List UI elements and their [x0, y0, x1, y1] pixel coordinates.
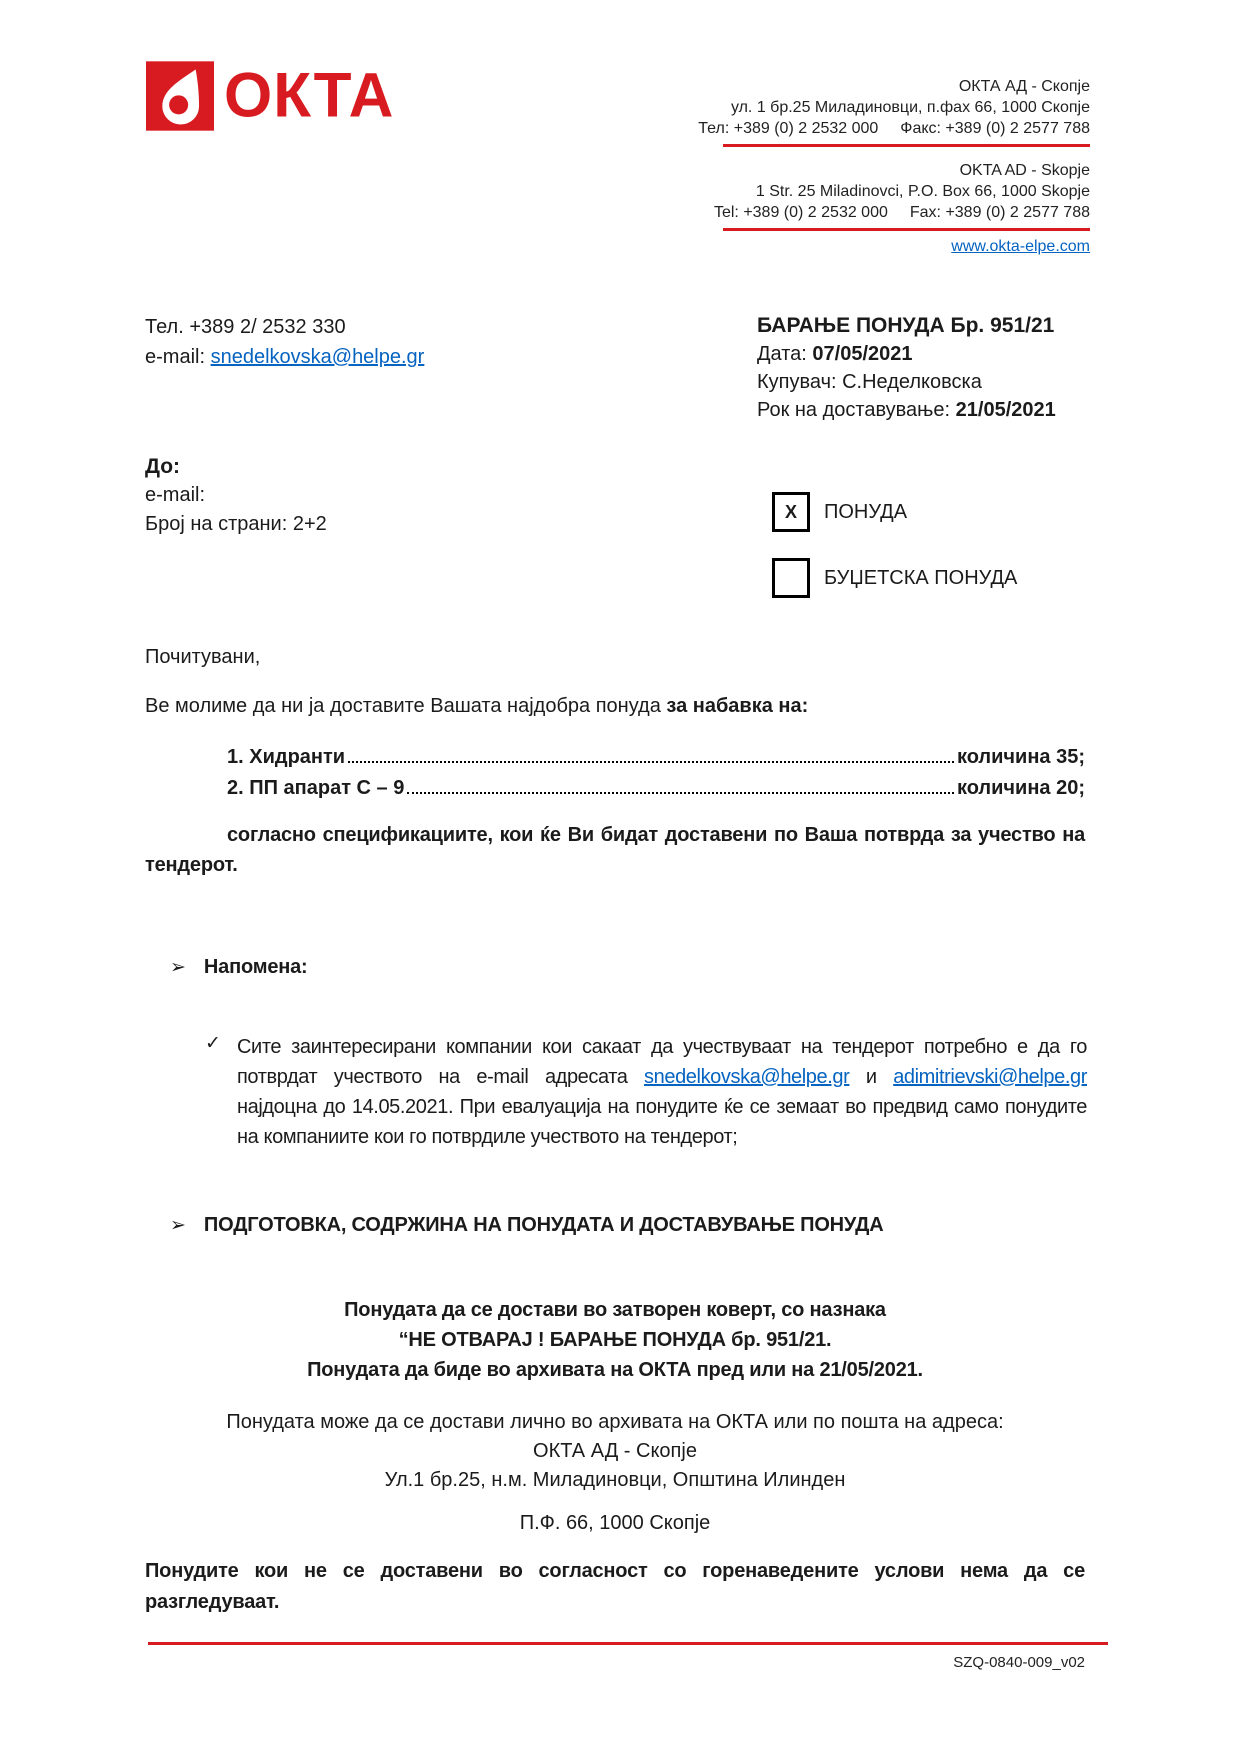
company-phones-mk: [630, 118, 1090, 139]
fax-en: Fax: +389 (0) 2 2577 788: [909, 204, 1090, 221]
request-date-row: [757, 340, 1056, 368]
offer-checkbox-mark: X: [784, 501, 797, 522]
note-text: Сите заинтересирани компании кои сакаат да учествуваат на тендерот потребно е да го потврдат учеството на e-mail адресата: [237, 1036, 1087, 1088]
note-heading-row: [170, 956, 308, 979]
recipient-block: [145, 452, 327, 539]
sender-contact: [145, 312, 424, 372]
tel-mk: Тел: +389 (0) 2 2532 000: [698, 120, 879, 137]
note-heading: Напомена:: [203, 956, 308, 978]
budget-offer-checkbox-row: [772, 558, 1017, 598]
delivery-address: [145, 1408, 1085, 1495]
note-email-link-2[interactable]: adimitrievski@helpe.gr: [893, 1066, 1087, 1088]
header-address-mk: [630, 76, 1090, 147]
delivery-line: Ул.1 бр.25, н.м. Миладиновци, Општина Илинден: [384, 1469, 846, 1491]
request-info: [757, 312, 1056, 424]
footer-divider: [148, 1642, 1108, 1645]
company-phones-en: [630, 202, 1090, 223]
pages-count: Број на страни: 2+2: [145, 513, 327, 535]
list-item: [227, 742, 1085, 773]
arrow-bullet-icon: ➢: [170, 957, 186, 978]
budget-offer-checkbox[interactable]: [772, 558, 810, 598]
note-email-link-1[interactable]: snedelkovska@helpe.gr: [644, 1066, 850, 1088]
item-name: 1. Хидранти: [227, 746, 346, 768]
tel-en: Tel: +389 (0) 2 2532 000: [713, 204, 888, 221]
note-text: и: [849, 1066, 894, 1088]
website-row: [790, 238, 1090, 256]
request-deadline-row: [757, 396, 1056, 424]
footer-document-code: SZQ-0840-009_v02: [953, 1654, 1085, 1671]
preparation-heading: ПОДГОТОВКА, СОДРЖИНА НА ПОНУДАТА И ДОСТАВУВАЊЕ ПОНУДА: [203, 1214, 884, 1236]
deadline-label: Рок на доставување:: [757, 399, 956, 421]
header-address-en: [630, 160, 1090, 231]
salutation: Почитувани,: [145, 646, 261, 668]
delivery-line: Понудата може да се достави лично во архивата на ОКТА или по пошта на адреса:: [226, 1411, 1004, 1433]
sender-email-row: [145, 342, 424, 372]
offer-checkbox-row: [772, 492, 907, 532]
company-name-en: OKTA AD - Skopje: [959, 162, 1090, 179]
envelope-line: Понудата да се достави во затворен коверт, со назнака: [344, 1299, 886, 1321]
budget-offer-checkbox-label: БУЏЕТСКА ПОНУДА: [824, 566, 1018, 589]
offer-checkbox-label: ПОНУДА: [824, 500, 908, 523]
delivery-line: ОКТА АД - Скопје: [533, 1440, 697, 1462]
note-text: најдоцна до 14.05.2021. При евалуација на понудите ќе се земаат во предвид само понудите на компаниите кои го потврдиле учеството на тендерот;: [237, 1096, 1087, 1148]
item-quantity: количина 35;: [956, 746, 1085, 768]
envelope-line: “НЕ ОТВАРАЈ ! БАРАЊЕ ПОНУДА бр. 951/21.: [398, 1329, 832, 1351]
item-name: 2. ПП апарат С – 9: [227, 777, 405, 799]
warning-paragraph: Понудите кои не се доставени во согласност со горенаведените услови нема да се разгледуваат.: [145, 1560, 1085, 1613]
to-label: До:: [145, 455, 181, 478]
okta-logo-text: ОКТА: [224, 60, 395, 131]
date-label: Дата:: [757, 343, 813, 365]
company-address-mk: ул. 1 бр.25 Миладиновци, п.фах 66, 1000 Скопје: [730, 99, 1090, 116]
envelope-instructions: [145, 1295, 1085, 1385]
item-quantity: количина 20;: [956, 777, 1085, 799]
request-title: БАРАЊЕ ПОНУДА Бр. 951/21: [757, 314, 1055, 337]
to-email-label: e-mail:: [145, 484, 206, 506]
specification-paragraph: согласно спецификациите, кои ќе Ви бидат доставени по Ваша потврда за учество на тендерот.: [145, 824, 1085, 876]
okta-logo: [146, 60, 394, 131]
checkmark-bullet-icon: ✓: [205, 1033, 221, 1054]
list-item: [227, 773, 1085, 804]
item-list: [227, 742, 1085, 804]
header-divider-2: [723, 228, 1090, 231]
company-name-mk: ОКТА АД - Скопје: [958, 78, 1090, 95]
pobox-line: П.Ф. 66, 1000 Скопје: [519, 1512, 711, 1534]
website-link[interactable]: www.okta-elpe.com: [951, 238, 1090, 255]
header-divider-1: [723, 144, 1090, 147]
intro-line: [145, 695, 808, 718]
sender-email-link[interactable]: snedelkovska@helpe.gr: [210, 346, 425, 368]
offer-checkbox[interactable]: [772, 492, 810, 532]
note-paragraph: [237, 1032, 1087, 1152]
sender-phone: Тел. +389 2/ 2532 330: [145, 316, 346, 338]
preparation-heading-row: [170, 1214, 1085, 1237]
request-buyer: Купувач: С.Неделковска: [757, 371, 982, 393]
okta-drop-icon: [146, 61, 214, 131]
envelope-line: Понудата да биде во архивата на ОКТА пред или на 21/05/2021.: [307, 1359, 923, 1381]
sender-email-label: e-mail:: [145, 346, 211, 368]
date-value: 07/05/2021: [812, 343, 913, 365]
fax-mk: Факс: +389 (0) 2 2577 788: [900, 120, 1090, 137]
dot-leader: [407, 792, 954, 794]
dot-leader: [348, 761, 954, 763]
arrow-bullet-icon: ➢: [170, 1215, 186, 1236]
deadline-value: 21/05/2021: [955, 399, 1056, 421]
intro-bold-text: за набавка на:: [666, 695, 809, 717]
note-item: [205, 1032, 1087, 1152]
company-address-en: 1 Str. 25 Miladinovci, P.O. Box 66, 1000 Skopje: [755, 183, 1090, 200]
intro-text: Ве молиме да ни ја доставите Вашата најдобра понуда: [145, 695, 667, 717]
